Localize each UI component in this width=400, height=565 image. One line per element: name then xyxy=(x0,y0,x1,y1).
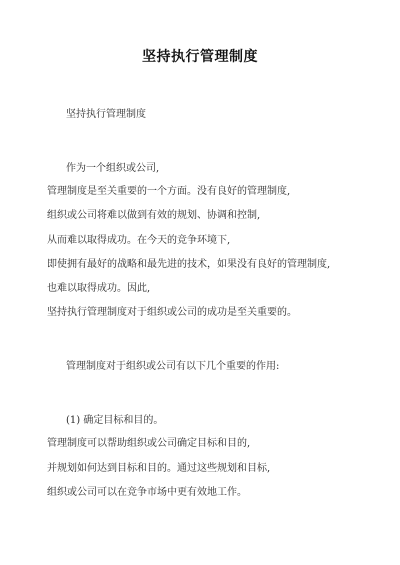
paragraph-line: 也难以取得成功。因此, xyxy=(47,283,151,294)
paragraph-line: 坚持执行管理制度对于组织或公司的成功是至关重要的。 xyxy=(47,307,297,318)
paragraph-line: 即使拥有最好的战略和最先进的技术，如果没有良好的管理制度, xyxy=(47,259,331,270)
document-title: 坚持执行管理制度 xyxy=(142,49,258,65)
section-intro-line: 管理制度对于组织或公司有以下几个重要的作用: xyxy=(66,361,280,372)
paragraph-line: 并规划如何达到目标和目的。通过这些规划和目标, xyxy=(47,463,271,474)
paragraph-line: 管理制度是至关重要的一个方面。没有良好的管理制度, xyxy=(47,186,291,197)
paragraph-line: 作为一个组织或公司, xyxy=(66,163,160,174)
paragraph-line: 组织或公司将难以做到有效的规划、协调和控制, xyxy=(47,210,261,221)
section-heading: (1) 确定目标和目的。 xyxy=(66,415,164,426)
paragraph-line: 管理制度可以帮助组织或公司确定目标和目的, xyxy=(47,438,251,449)
subtitle-line: 坚持执行管理制度 xyxy=(66,109,146,120)
paragraph-line: 组织或公司可以在竞争市场中更有效地工作。 xyxy=(47,487,247,498)
paragraph-line: 从而难以取得成功。在今天的竞争环境下, xyxy=(47,235,231,246)
